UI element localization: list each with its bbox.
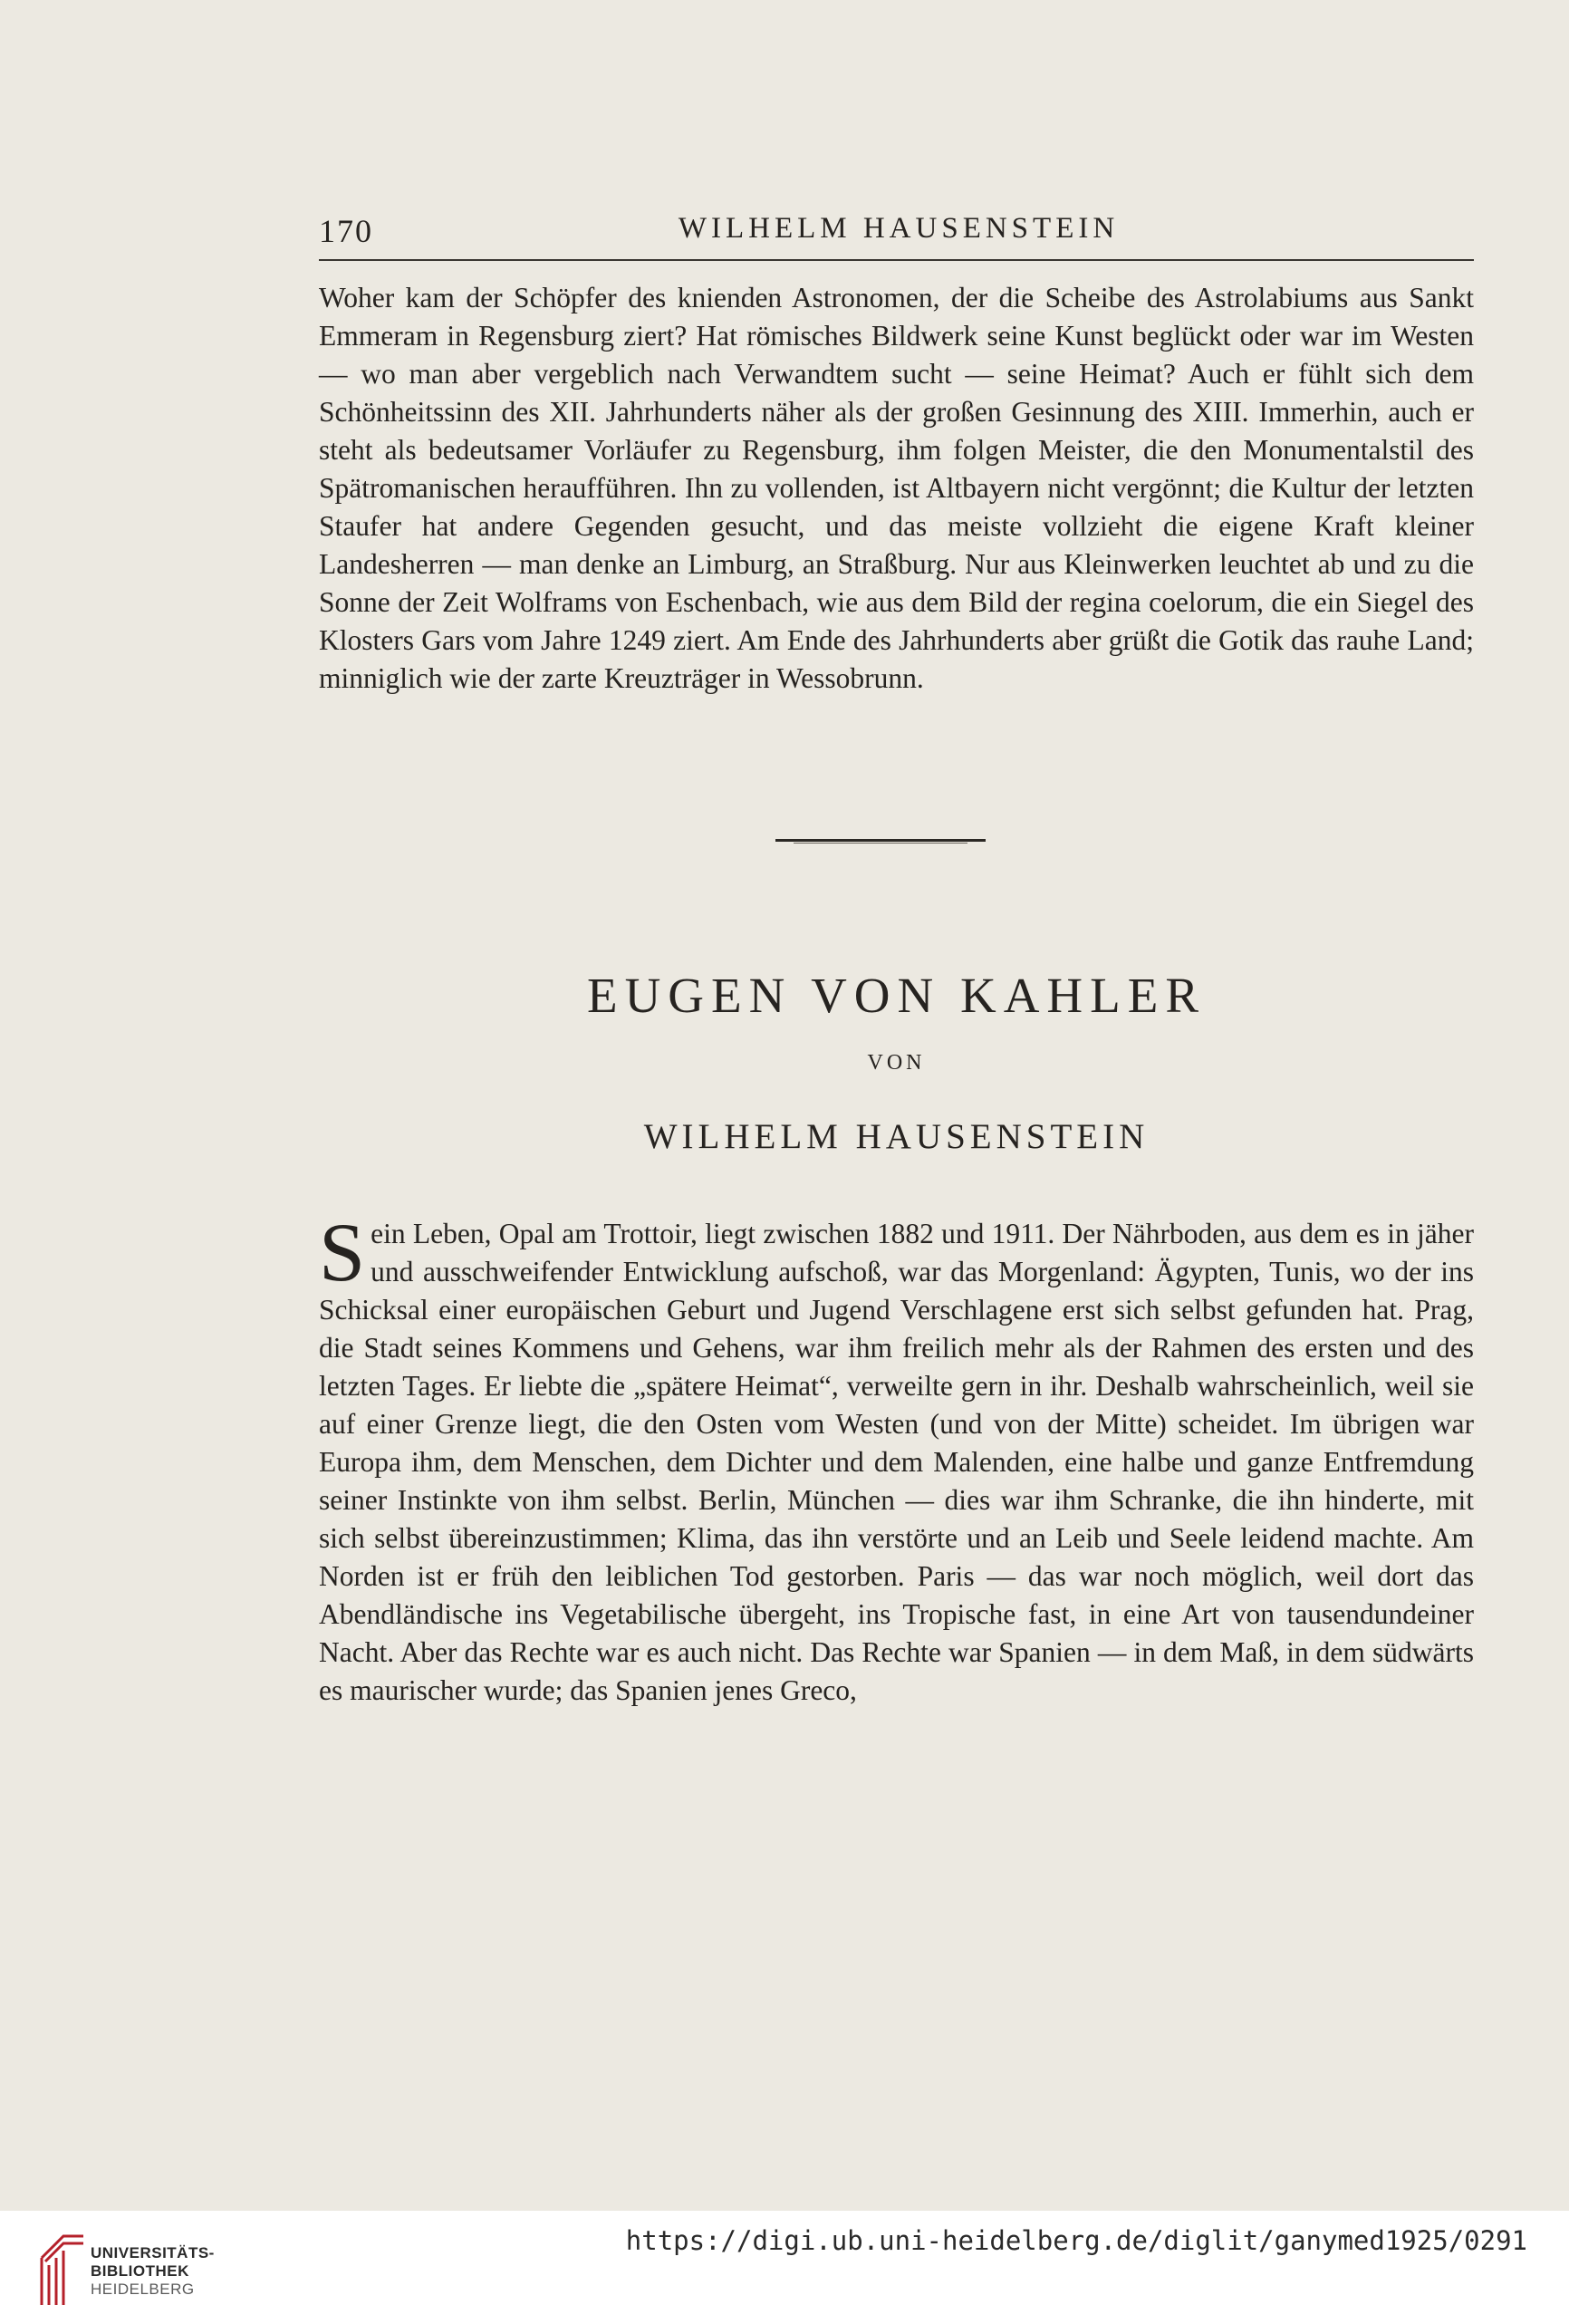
running-title: WILHELM HAUSENSTEIN [678, 212, 1120, 245]
previous-article-text [319, 279, 1474, 698]
article-paragraph-text: ein Leben, Opal am Trottoir, liegt zwischen 1882 und 1911. Der Nährboden, aus dem es in jäher und ausschweifender Entwicklung aufschoß, war das Morgenland: Ägypten, Tunis, wo der ins Schicksal einer europäischen Geburt und Jugend Verschlagene erst sich selbst gefunden hat. Prag, die Stadt seines Kommens und Gehens, war ihm freilich mehr als der Rahmen des ersten und des letzten Tages. Er liebte die „spätere Heimat“, verweilte gern in ihr. Deshalb wahrscheinlich, weil sie auf einer Grenze liegt, die den Osten vom Westen (und von der Mitte) scheidet. Im übrigen war Europa ihm, dem Menschen, dem Dichter und dem Malenden, eine halbe und ganze Entfremdung seiner Instinkte von ihm selbst. Berlin, München — dies war ihm Schranke, die ihn hinderte, mit sich selbst übereinzustimmen; Klima, das ihn verstörte und an Leib und Seele leidend machte. Am Norden ist er früh den leiblichen Tod gestorben. Paris — das war noch möglich, weil dort das Abendländische ins Vegetabilische übergeht, ins Tropische fast, in eine Art von tausendundeiner Nacht. Aber das Rechte war es auch nicht. Das Rechte war Spanien — in dem Maß, in dem südwärts es maurischer wurde; das Spanien jenes Greco, [319, 1218, 1474, 1706]
section-divider-ornament [775, 839, 986, 844]
library-name-line1: UNIVERSITÄTS- [91, 2244, 215, 2261]
article-title: EUGEN VON KAHLER [586, 968, 1207, 1023]
library-name-line3: HEIDELBERG [91, 2281, 195, 2298]
article-paragraph [319, 1206, 1474, 1710]
drop-cap: S [319, 1206, 366, 1298]
page-number: 170 [319, 213, 373, 249]
permalink-url[interactable]: https://digi.ub.uni-heidelberg.de/diglit/ganymed1925/0291 [625, 2225, 1527, 2256]
library-name [91, 2244, 215, 2299]
running-head [319, 210, 1474, 261]
article-body [319, 1206, 1474, 1710]
previous-article-paragraph: Woher kam der Schöpfer des knienden Astronomen, der die Scheibe des Astrolabiums aus Sankt Emmeram in Regensburg ziert? Hat römisches Bildwerk seine Kunst beglückt oder war im Westen — wo man aber vergeblich nach Verwandtem sucht — seine Heimat? Auch er fühlt sich dem Schönheitssinn des XII. Jahrhunderts näher als der großen Gesinnung des XIII. Immerhin, auch er steht als bedeutsamer Vorläufer zu Regensburg, ihm folgen Meister, die den Monumentalstil des Spätromanischen heraufführen. Ihn zu vollenden, ist Altbayern nicht vergönnt; die Kultur der letzten Staufer hat andere Gegenden gesucht, und das meiste vollzieht die eigene Kraft kleiner Landesherren — man denke an Limburg, an Straßburg. Nur aus Kleinwerken leuchtet ab und zu die Sonne der Zeit Wolframs von Eschenbach, wie aus dem Bild der regina coelorum, die ein Siegel des Klosters Gars vom Jahre 1249 ziert. Am Ende des Jahrhunderts aber grüßt die Gotik das rauhe Land; minniglich wie der zarte Kreuzträger in Wessobrunn. [319, 282, 1474, 694]
ub-heidelberg-logo-icon [36, 2222, 89, 2310]
library-name-line2: BIBLIOTHEK [91, 2262, 189, 2280]
article-byline-von: VON [867, 1051, 926, 1075]
article-author: WILHELM HAUSENSTEIN [643, 1117, 1150, 1156]
